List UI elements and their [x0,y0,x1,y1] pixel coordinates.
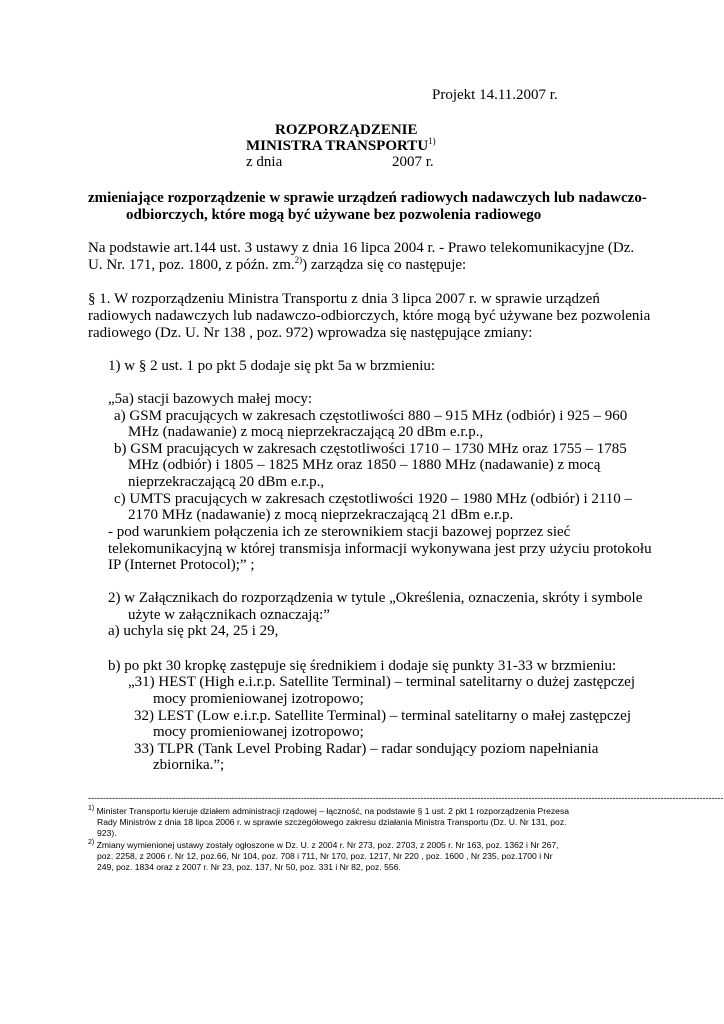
basis-line: Na podstawie art.144 ust. 3 ustawy z dnia 16 lipca 2004 r. - Prawo telekomunikacyjne (Dz. [88,240,635,256]
date-prefix: z dnia [246,154,283,170]
subitem-line: nieprzekraczającą 20 dBm e.r.p., [128,474,325,490]
point-line: 32) LEST (Low e.i.r.p. Satellite Terminal) – terminal satelitarny o małej zastępczej [134,708,631,724]
footnote-ref-2: 2) [294,255,303,265]
footnote-2 [88,840,559,851]
section-line: radiowych nadawczych lub nadawczo-odbiorczych, które mogą być używane bez pozwolenia [88,308,651,324]
subitem-line: a) uchyla się pkt 24, 25 i 29, [108,623,279,639]
point-line: 33) TLPR (Tank Level Probing Radar) – radar sondujący poziom napełniania [134,741,599,757]
footnote-separator: -------------------------------------------------------------------------------------------------------------------------------------------------------------------------------------------------------------------- [88,793,724,803]
subitem-line: b) GSM pracujących w zakresach częstotliwości 1710 – 1730 MHz oraz 1755 – 1785 [114,441,627,457]
quote-line: „5a) stacji bazowych małej mocy: [108,391,313,407]
footnote-1 [88,806,569,817]
project-date: Projekt 14.11.2007 r. [432,87,558,103]
condition-line: telekomunikacyjną w której transmisja informacji wykonywana jest przy użyciu protokołu [108,541,652,557]
subitem-line: c) UMTS pracujących w zakresach częstotliwości 1920 – 1980 MHz (odbiór) i 2110 – [114,491,633,507]
basis-text: U. Nr. 171, poz. 1800, z późn. zm. [88,257,295,273]
condition-line: - pod warunkiem połączenia ich ze sterownikiem stacji bazowej poprzez sieć [108,524,571,540]
list-item: 2) w Załącznikach do rozporządzenia w tytule „Określenia, oznaczenia, skróty i symbole [108,590,643,606]
footnote-text: Zmiany wymienionej ustawy zostały ogłoszone w Dz. U. z 2004 r. Nr 273, poz. 2703, z 2005 r. Nr 163, poz. 1362 i Nr 267, [96,840,559,850]
footnote-mark: 1) [88,805,95,812]
section-line: § 1. W rozporządzeniu Ministra Transportu z dnia 3 lipca 2007 r. w sprawie urządzeń [88,291,600,307]
basis-text: ) zarządza się co następuje: [302,257,467,273]
subitem-line: MHz (odbiór) i 1805 – 1825 MHz oraz 1850 – 1880 MHz (nadawanie) z mocą [128,457,601,473]
heading-line: odbiorczych, które mogą być używane bez pozwolenia radiowego [126,207,542,223]
date-year: 2007 r. [392,154,434,170]
footnote-text: 249, poz. 1834 oraz z 2007 r. Nr 23, poz. 137, Nr 50, poz. 331 i Nr 82, poz. 556. [97,862,401,872]
footnote-ref-1: 1) [428,136,436,146]
footnote-text: poz. 2258, z 2006 r. Nr 12, poz.66, Nr 104, poz. 708 i 711, Nr 170, poz. 1217, Nr 220 , poz. 1600 , Nr 235, poz.1700 i Nr [97,851,553,861]
subitem-line: 2170 MHz (nadawanie) z mocą nieprzekraczającą 21 dBm e.r.p. [128,507,514,523]
footnote-mark: 2) [88,839,95,846]
point-line: mocy promieniowanej izotropowo; [153,691,364,707]
document-title: ROZPORZĄDZENIE [275,122,418,138]
subitem-line: a) GSM pracujących w zakresach częstotliwości 880 – 915 MHz (odbiór) i 925 – 960 [114,408,628,424]
footnote-text: 923). [97,828,117,838]
list-item: 1) w § 2 ust. 1 po pkt 5 dodaje się pkt 5a w brzmieniu: [108,358,436,374]
section-line: radiowego (Dz. U. Nr 138 , poz. 972) wprowadza się następujące zmiany: [88,325,533,341]
condition-line: IP (Internet Protocol);” ; [108,557,255,573]
point-line: mocy promieniowanej izotropowo; [153,724,364,740]
footnote-text: Rady Ministrów z dnia 18 lipca 2006 r. w sprawie szczegółowego zakresu działania Ministra Transportu (Dz. U. Nr 131, poz. [97,817,567,827]
list-item-cont: użyte w załącznikach oznaczają:” [128,607,330,623]
subitem-line: MHz (nadawanie) z mocą nieprzekraczającą 20 dBm e.r.p., [128,424,484,440]
basis-line [88,256,466,275]
subitem-line: b) po pkt 30 kropkę zastępuje się średnikiem i dodaje się punkty 31-33 w brzmieniu: [108,658,617,674]
subtitle-text: MINISTRA TRANSPORTU [246,138,429,154]
point-line: zbiornika.”; [153,757,225,773]
heading-line: zmieniające rozporządzenie w sprawie urządzeń radiowych nadawczych lub nadawczo- [88,190,647,206]
footnote-text: Minister Transportu kieruje działem administracji rządowej – łączność, na podstawie § 1 ust. 2 pkt 1 rozporządzenia Prezesa [96,806,570,816]
point-line: „31) HEST (High e.i.r.p. Satellite Terminal) – terminal satelitarny o dużej zastępczej [128,674,635,690]
